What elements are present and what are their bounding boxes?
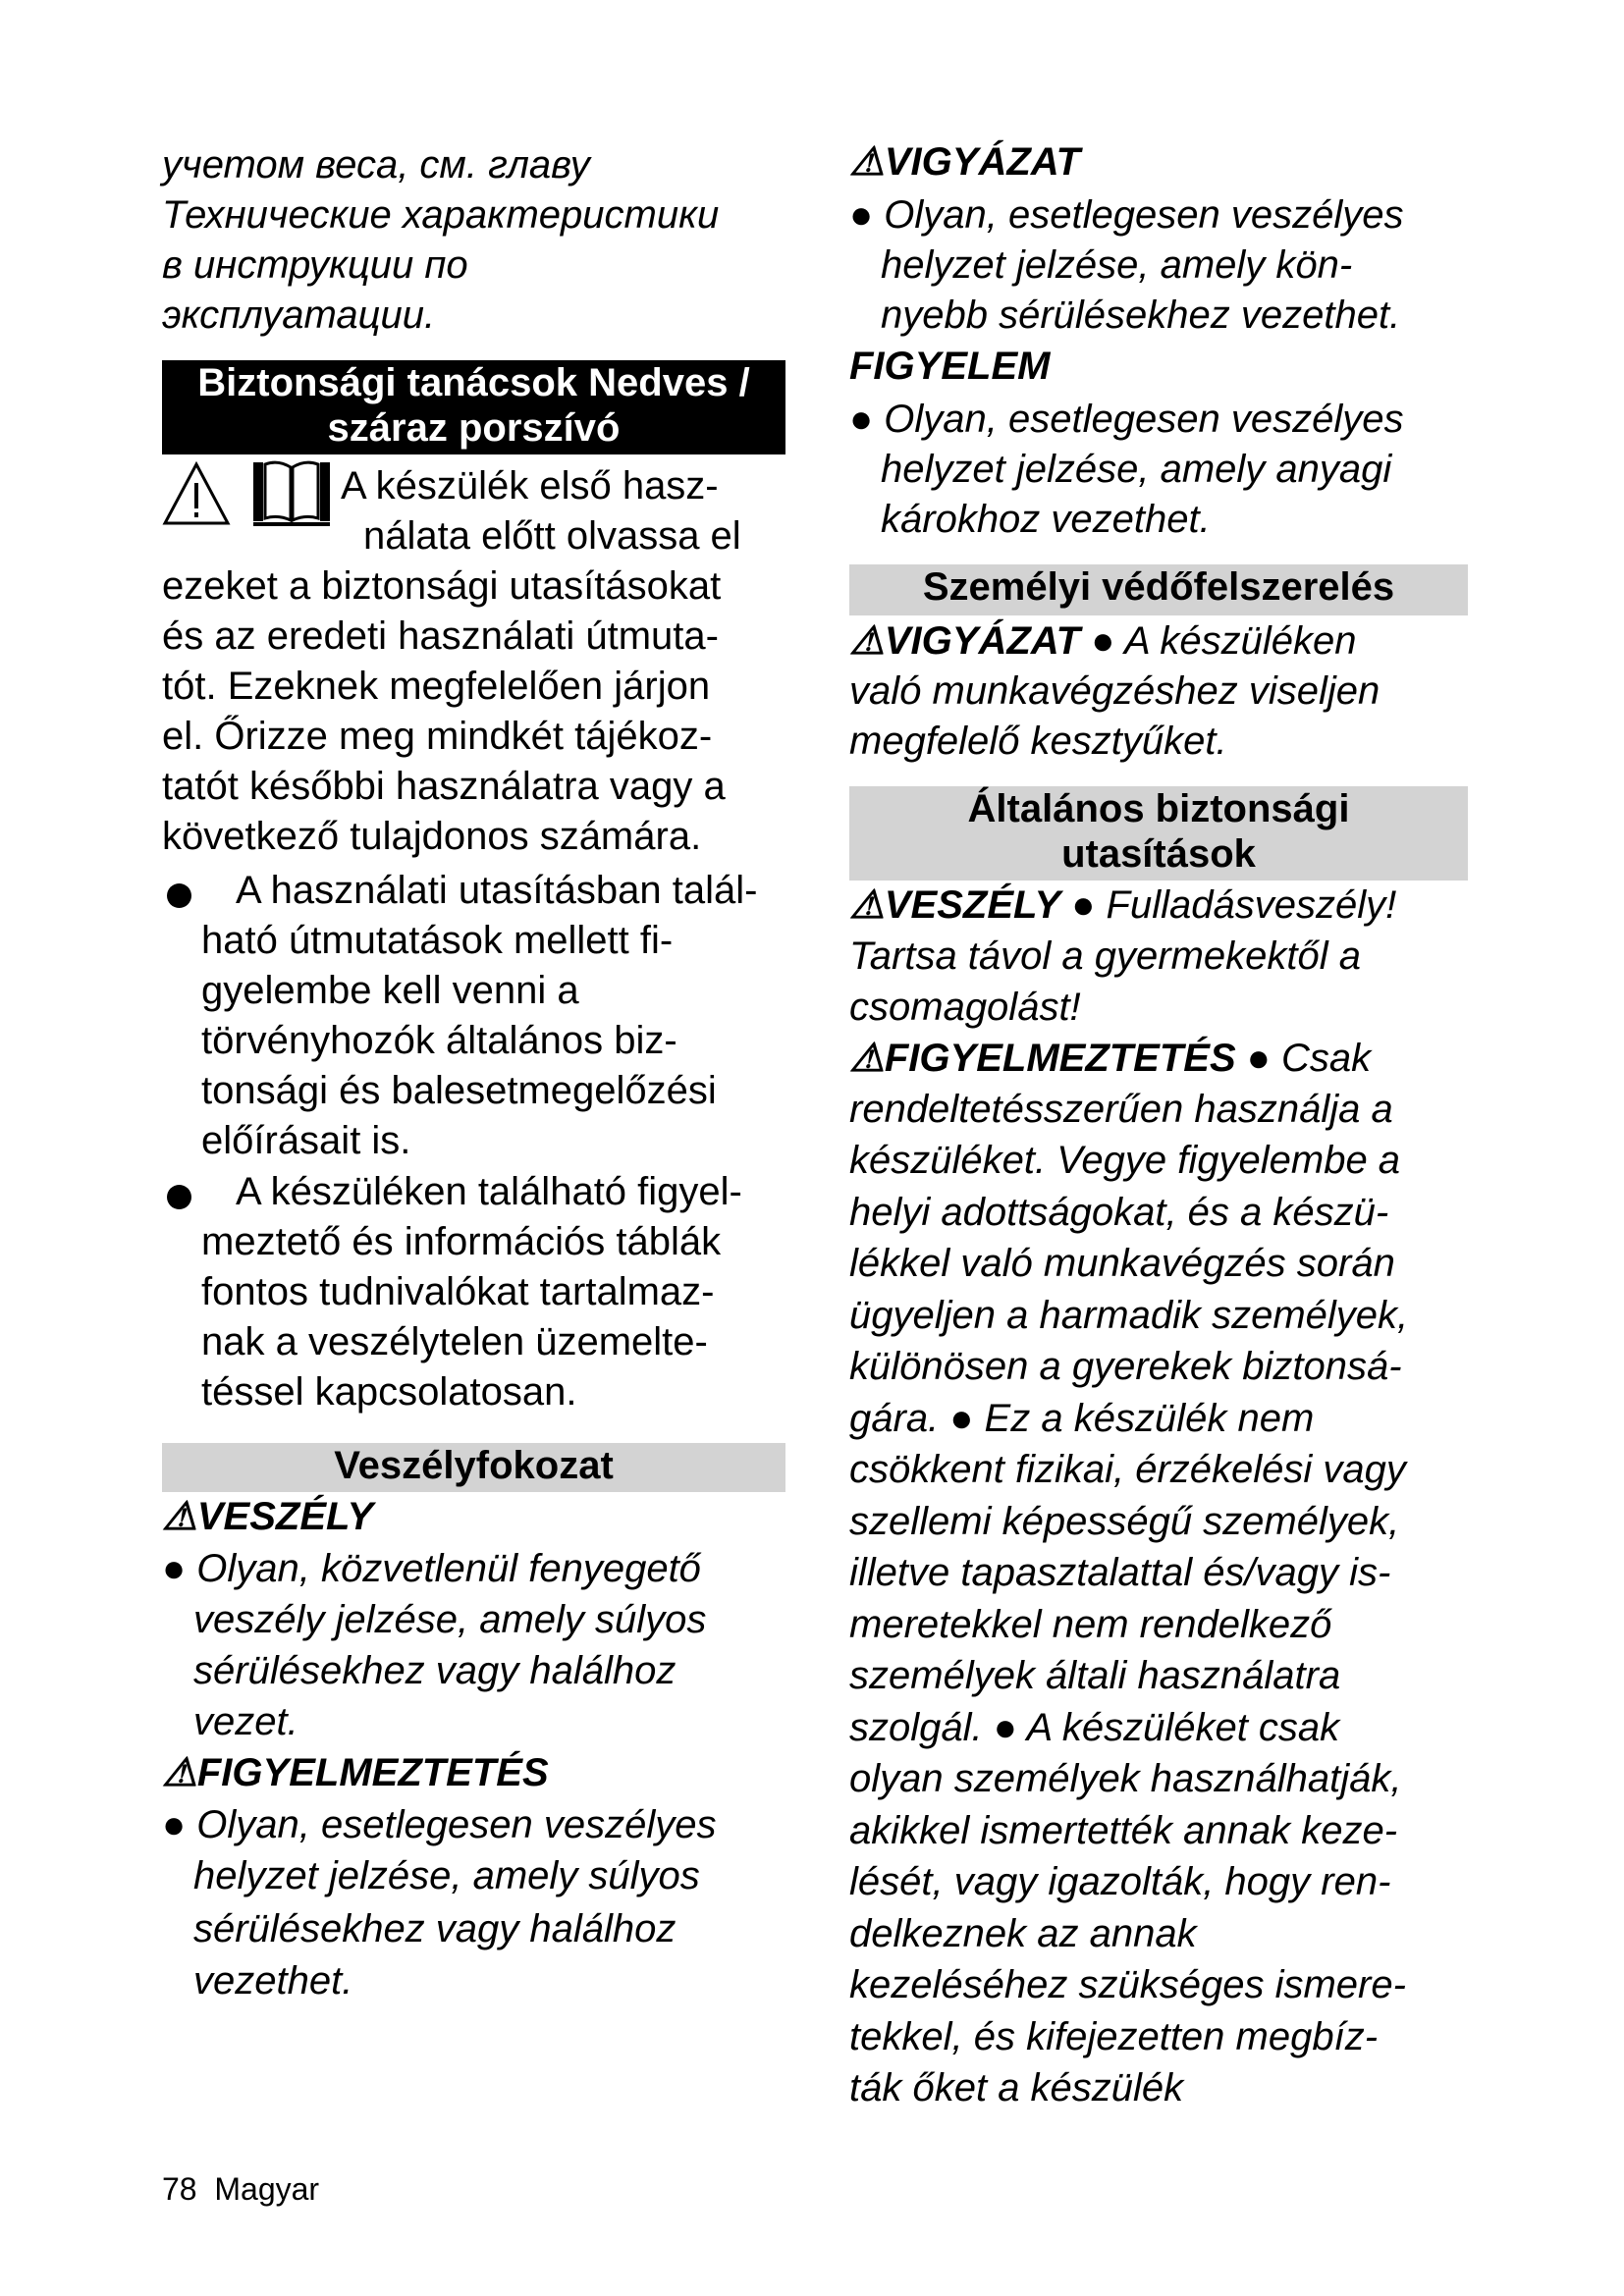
bullet-line: nak a veszélytelen üzemelte- (201, 1320, 708, 1363)
danger-line: sérülésekhez vagy halálhoz (193, 1649, 677, 1692)
header-line: Általános biztonsági (967, 787, 1350, 830)
ppe-label: VIGYÁZAT (884, 619, 1081, 663)
paragraph-line: és az eredeti használati útmuta- (162, 614, 719, 658)
bullet-line: gyelembe kell venni a (201, 969, 579, 1012)
warning-triangle-icon: ⚠ (849, 883, 885, 927)
warning-line: illetve tapasztalattal és/vagy is- (849, 1551, 1391, 1594)
warning-line: rendeltetésszerűen használja a (849, 1088, 1393, 1131)
hazard-level-header: Veszélyfokozat (162, 1443, 785, 1492)
warning-triangle-icon: ⚠ (849, 1037, 885, 1080)
warning-line: ták őket a készülék (849, 2066, 1184, 2109)
bullet-line: fontos tudnivalókat tartalmaz- (201, 1270, 715, 1313)
warning-triangle-icon: ⚠ (162, 1495, 197, 1538)
danger-line: ● Olyan, közvetlenül fenyegető (162, 1547, 701, 1590)
warning-line: tekkel, és kifejezetten megbíz- (849, 2015, 1379, 2058)
ppe-line: megfelelő kesztyűket. (849, 720, 1227, 763)
notice-line: helyzet jelzése, amely anyagi (881, 448, 1392, 491)
warning-line: kezeléséhez szükséges ismere- (849, 1963, 1406, 2006)
danger-label: VESZÉLY (884, 883, 1061, 927)
paragraph-line: ezeket a biztonsági utasításokat (162, 564, 722, 608)
warning-line: lését, vagy igazolták, hogy ren- (849, 1860, 1391, 1903)
danger-line: csomagolást! (849, 986, 1081, 1029)
paragraph-line: tatót későbbi használatra vagy a (162, 765, 726, 808)
notice-line: károkhoz vezethet. (881, 498, 1211, 541)
header-line: Biztonsági tanácsok Nedves / (197, 361, 750, 404)
warning-triangle-icon: ⚠ (162, 1751, 197, 1794)
danger-heading (162, 1492, 373, 1542)
warning-line: vezethet. (193, 1959, 353, 2002)
danger-label: VESZÉLY (196, 1495, 374, 1538)
warning-line: különösen a gyerekek biztonsá- (849, 1345, 1402, 1388)
warning-line: ügyeljen a harmadik személyek, (849, 1294, 1409, 1337)
bullet-line: téssel kapcsolatosan. (201, 1370, 577, 1414)
paragraph-line: A készülék első hasz- (341, 464, 719, 507)
footer-language: Magyar (214, 2171, 320, 2207)
intro-line: в инструкции по (162, 243, 468, 287)
header-line: száraz porszívó (327, 406, 621, 450)
paragraph-line: nálata előtt olvassa el (363, 514, 741, 558)
warning-line: delkeznek az annak (849, 1912, 1197, 1955)
notice-heading: FIGYELEM (849, 345, 1051, 388)
warning-line: akikkel ismertették annak keze- (849, 1809, 1398, 1852)
warning-line (849, 1034, 1371, 1084)
header-line: utasítások (1061, 832, 1256, 876)
paragraph-line: el. Őrizze meg mindkét tájékoz- (162, 715, 713, 758)
page-footer (162, 2169, 319, 2209)
bullet-line: A készüléken található figyel- (236, 1170, 742, 1213)
caution-line: ● Olyan, esetlegesen veszélyes (849, 193, 1404, 237)
caution-label: VIGYÁZAT (884, 140, 1081, 184)
warning-line: készüléket. Vegye figyelembe a (849, 1139, 1401, 1182)
warning-triangle-icon: ⚠ (849, 619, 885, 663)
warning-line: meretekkel nem rendelkező (849, 1603, 1332, 1646)
danger-text: ● Fulladásveszély! (1060, 883, 1397, 927)
intro-line: учетом веса, см. главу (162, 143, 590, 187)
ppe-text: ● A készüléken (1080, 619, 1357, 663)
ppe-line: való munkavégzéshez viseljen (849, 669, 1380, 713)
paragraph-line: következő tulajdonos számára. (162, 815, 702, 858)
caution-heading (849, 137, 1080, 187)
warning-line: szellemi képességű személyek, (849, 1500, 1400, 1543)
warning-line: szolgál. ● A készüléket csak (849, 1706, 1340, 1749)
warning-line: ● Olyan, esetlegesen veszélyes (162, 1803, 717, 1846)
notice-line: ● Olyan, esetlegesen veszélyes (849, 398, 1404, 441)
bullet-line: meztető és információs táblák (201, 1220, 722, 1263)
bullet-dot (167, 883, 191, 908)
caution-line: nyebb sérülésekhez vezethet. (881, 294, 1401, 337)
danger-line: vezet. (193, 1700, 298, 1743)
intro-line: эксплуатации. (162, 294, 436, 337)
bullet-line: A használati utasításban talál- (236, 869, 758, 912)
general-safety-header (849, 786, 1468, 881)
danger-line (849, 881, 1396, 931)
warning-line: helyzet jelzése, amely súlyos (193, 1854, 700, 1897)
warning-text: ● Csak (1235, 1037, 1372, 1080)
warning-line: gára. ● Ez a készülék nem (849, 1397, 1315, 1440)
warning-triangle-icon: ⚠ (849, 140, 885, 184)
bullet-line: tonsági és balesetmegelőzési (201, 1069, 717, 1112)
ppe-header: Személyi védőfelszerelés (849, 564, 1468, 615)
warning-line: helyi adottságokat, és a készü- (849, 1191, 1389, 1234)
bullet-line: törvényhozók általános biz- (201, 1019, 677, 1062)
warning-triangle-icon (162, 461, 231, 526)
warning-line: olyan személyek használhatják, (849, 1757, 1402, 1800)
manual-book-icon (250, 459, 334, 528)
bullet-line: ható útmutatások mellett fi- (201, 919, 674, 962)
caution-line: helyzet jelzése, amely kön- (881, 243, 1353, 287)
warning-line: lékkel való munkavégzés során (849, 1242, 1395, 1285)
page-number: 78 (162, 2171, 197, 2207)
warning-label: FIGYELMEZTETÉS (196, 1751, 549, 1794)
ppe-line (849, 616, 1356, 667)
danger-line: Tartsa távol a gyermekektől a (849, 934, 1361, 978)
warning-line: sérülésekhez vagy halálhoz (193, 1907, 677, 1950)
warning-line: csökkent fizikai, érzékelési vagy (849, 1448, 1406, 1491)
warning-heading (162, 1748, 549, 1798)
warning-label: FIGYELMEZTETÉS (884, 1037, 1236, 1080)
safety-section-header (162, 360, 785, 454)
bullet-dot (167, 1185, 191, 1209)
warning-line: személyek általi használatra (849, 1654, 1341, 1697)
intro-line: Технические характеристики (162, 193, 720, 237)
bullet-line: előírásait is. (201, 1119, 411, 1162)
danger-line: veszély jelzése, amely súlyos (193, 1598, 707, 1641)
paragraph-line: tót. Ezeknek megfelelően járjon (162, 665, 711, 708)
